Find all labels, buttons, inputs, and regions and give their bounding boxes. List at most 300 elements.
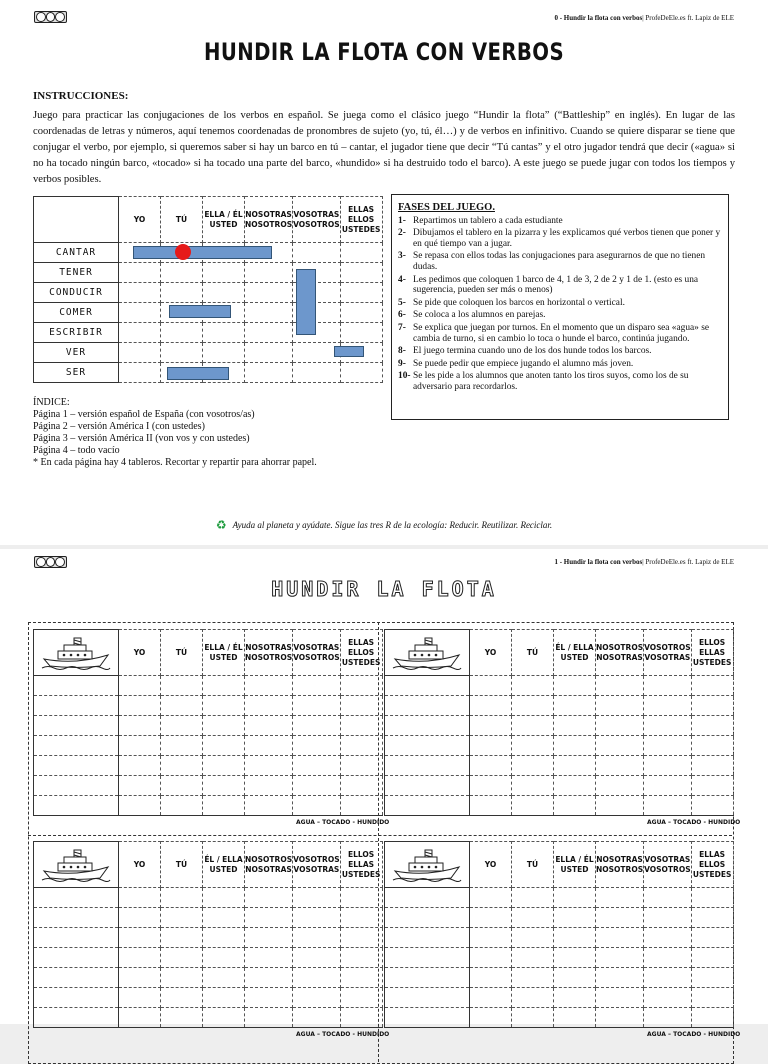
grid-cell xyxy=(203,343,245,363)
grid-cell xyxy=(161,968,203,988)
boat-cell xyxy=(34,630,119,676)
grid-cell xyxy=(119,776,161,796)
ship xyxy=(334,346,364,357)
grid-cell xyxy=(161,948,203,968)
phase-item xyxy=(398,359,723,370)
phase-item xyxy=(398,228,723,249)
board-legend: AGUA – TOCADO - HUNDIDO xyxy=(296,1031,390,1038)
pronoun-header: VOSOTROS VOSOTRAS xyxy=(644,630,692,676)
grid-cell xyxy=(644,928,692,948)
grid-cell xyxy=(644,908,692,928)
grid-cell xyxy=(203,323,245,343)
grid-cell xyxy=(644,1008,692,1028)
grid-cell xyxy=(644,756,692,776)
grid-cell xyxy=(340,796,382,816)
phase-number: 10- xyxy=(398,371,411,382)
blank-board xyxy=(384,841,734,1028)
grid-cell xyxy=(119,1008,161,1028)
grid-cell xyxy=(644,716,692,736)
pronoun-header: ELLA / ÉL USTED xyxy=(554,842,596,888)
phase-item xyxy=(398,251,723,272)
pronoun-header: NOSOTRAS NOSOTROS xyxy=(245,197,293,243)
verb-input-cell xyxy=(385,776,470,796)
verb-input-cell xyxy=(385,988,470,1008)
grid-cell xyxy=(554,928,596,948)
pronoun-header: NOSOTROS NOSOTRAS xyxy=(596,630,644,676)
grid-cell xyxy=(293,363,341,383)
grid-cell xyxy=(119,908,161,928)
grid-cell xyxy=(512,968,554,988)
grid-cell xyxy=(161,756,203,776)
header-title: 0 - Hundir la flota con verbos xyxy=(554,14,643,22)
grid-cell xyxy=(470,776,512,796)
grid-cell xyxy=(161,776,203,796)
grid-cell xyxy=(245,676,293,696)
grid-cell xyxy=(554,676,596,696)
boat-icon xyxy=(40,847,112,883)
grid-cell xyxy=(470,888,512,908)
grid-cell xyxy=(119,343,161,363)
grid-cell xyxy=(554,696,596,716)
grid-cell xyxy=(161,716,203,736)
grid-cell xyxy=(596,716,644,736)
verb-input-cell xyxy=(34,968,119,988)
pronoun-header: ELLOS ELLAS USTEDES xyxy=(691,630,733,676)
grid-cell xyxy=(340,263,382,283)
grid-cell xyxy=(691,1008,733,1028)
grid-cell xyxy=(293,1008,341,1028)
pronoun-header: NOSOTRAS NOSOTROS xyxy=(596,842,644,888)
verb-input-cell xyxy=(34,988,119,1008)
grid-cell xyxy=(119,323,161,343)
pronoun-header: ELLA / ÉL USTED xyxy=(203,197,245,243)
phase-item xyxy=(398,323,723,344)
pronoun-header: ELLAS ELLOS USTEDES xyxy=(340,630,382,676)
grid-cell xyxy=(691,716,733,736)
verb-input-cell xyxy=(34,676,119,696)
creative-commons-badge xyxy=(34,556,67,568)
grid-cell xyxy=(119,796,161,816)
grid-cell xyxy=(340,776,382,796)
cut-line-horizontal xyxy=(28,835,732,836)
phase-item xyxy=(398,216,723,227)
grid-cell xyxy=(293,243,341,263)
phases-list xyxy=(398,216,723,393)
grid-cell xyxy=(470,736,512,756)
grid-cell xyxy=(691,696,733,716)
phase-number: 5- xyxy=(398,297,406,308)
header-credits: | ProfeDeEle.es ft. Lapiz de ELE xyxy=(642,558,734,566)
grid-cell xyxy=(340,756,382,776)
grid-cell xyxy=(596,1008,644,1028)
verb-input-cell xyxy=(385,796,470,816)
grid-cell xyxy=(644,948,692,968)
grid-cell xyxy=(554,776,596,796)
grid-cell xyxy=(161,928,203,948)
ship xyxy=(133,246,272,259)
grid-cell xyxy=(245,948,293,968)
index-section xyxy=(33,397,317,469)
grid-cell xyxy=(119,948,161,968)
pronoun-header: ELLA / ÉL USTED xyxy=(203,630,245,676)
grid-cell xyxy=(293,928,341,948)
phase-number: 3- xyxy=(398,251,406,262)
grid-cell xyxy=(512,756,554,776)
grid-cell xyxy=(512,1008,554,1028)
grid-cell xyxy=(161,263,203,283)
grid-cell xyxy=(340,968,382,988)
boat-cell xyxy=(34,842,119,888)
grid-cell xyxy=(512,736,554,756)
page-header xyxy=(554,558,734,566)
phase-number: 7- xyxy=(398,322,406,333)
grid-cell xyxy=(161,988,203,1008)
grid-cell xyxy=(119,968,161,988)
boat-cell xyxy=(385,630,470,676)
pronoun-header: TÚ xyxy=(161,630,203,676)
verb-label: COMER xyxy=(34,303,119,323)
grid-cell xyxy=(512,716,554,736)
grid-cell xyxy=(245,263,293,283)
grid-cell xyxy=(340,948,382,968)
phase-text: Se pide que coloquen los barcos en horizontal o vertical. xyxy=(413,297,625,308)
board-legend: AGUA – TOCADO - HUNDIDO xyxy=(647,1031,741,1038)
verb-input-cell xyxy=(385,716,470,736)
ship xyxy=(169,305,231,318)
grid-cell xyxy=(340,1008,382,1028)
index-heading: ÍNDICE: xyxy=(33,397,70,408)
grid-cell xyxy=(161,676,203,696)
grid-cell xyxy=(644,988,692,1008)
grid-cell xyxy=(340,736,382,756)
grid-cell xyxy=(596,776,644,796)
grid-cell xyxy=(245,776,293,796)
grid-cell xyxy=(293,756,341,776)
shot-marker xyxy=(175,244,191,260)
grid-cell xyxy=(554,988,596,1008)
grid-cell xyxy=(512,928,554,948)
grid-cell xyxy=(340,243,382,263)
grid-cell xyxy=(293,968,341,988)
grid-cell xyxy=(512,696,554,716)
pronoun-header: VOSOTRAS VOSOTROS xyxy=(293,197,341,243)
grid-cell xyxy=(340,908,382,928)
grid-cell xyxy=(245,283,293,303)
grid-cell xyxy=(245,303,293,323)
grid-cell xyxy=(340,676,382,696)
grid-cell xyxy=(596,928,644,948)
grid-cell xyxy=(203,716,245,736)
phase-item xyxy=(398,346,723,357)
phase-number: 8- xyxy=(398,346,406,357)
verb-label: CONDUCIR xyxy=(34,283,119,303)
grid-cell xyxy=(596,756,644,776)
grid-cell xyxy=(293,716,341,736)
board-legend: AGUA – TOCADO - HUNDIDO xyxy=(647,819,741,826)
boat-icon xyxy=(391,635,463,671)
grid-cell xyxy=(512,796,554,816)
grid-cell xyxy=(245,888,293,908)
grid-cell xyxy=(245,323,293,343)
grid-cell xyxy=(340,363,382,383)
grid-cell xyxy=(470,676,512,696)
verb-input-cell xyxy=(385,928,470,948)
grid-cell xyxy=(293,343,341,363)
grid-cell xyxy=(470,948,512,968)
grid-cell xyxy=(293,908,341,928)
pronoun-header: ELLAS ELLOS USTEDES xyxy=(340,197,382,243)
grid-cell xyxy=(512,676,554,696)
verb-input-cell xyxy=(34,756,119,776)
page-title: HUNDIR LA FLOTA CON VERBOS xyxy=(203,38,565,66)
grid-cell xyxy=(245,796,293,816)
phase-text: Se repasa con ellos todas las conjugaciones para asegurarnos de que no tienen dudas. xyxy=(413,251,706,272)
grid-cell xyxy=(161,908,203,928)
phase-item xyxy=(398,298,723,309)
grid-cell xyxy=(119,696,161,716)
phase-number: 4- xyxy=(398,274,406,285)
phase-number: 9- xyxy=(398,358,406,369)
grid-cell xyxy=(245,696,293,716)
grid-cell xyxy=(470,716,512,736)
phase-item xyxy=(398,275,723,296)
blank-board xyxy=(33,629,383,816)
grid-cell xyxy=(512,988,554,1008)
grid-cell xyxy=(203,908,245,928)
boat-icon xyxy=(40,635,112,671)
grid-cell xyxy=(119,928,161,948)
phase-text: Se coloca a los alumnos en parejas. xyxy=(413,310,546,321)
page-title: HUNDIR LA FLOTA xyxy=(271,577,497,601)
grid-cell xyxy=(596,968,644,988)
grid-cell xyxy=(119,303,161,323)
grid-cell xyxy=(596,796,644,816)
grid-cell xyxy=(293,696,341,716)
page-header xyxy=(554,14,734,22)
grid-cell xyxy=(554,968,596,988)
verb-input-cell xyxy=(385,888,470,908)
grid-cell xyxy=(340,888,382,908)
grid-cell xyxy=(554,908,596,928)
grid-cell xyxy=(119,888,161,908)
phase-text: Repartimos un tablero a cada estudiante xyxy=(413,215,563,226)
verb-input-cell xyxy=(385,908,470,928)
grid-cell xyxy=(554,888,596,908)
grid-cell xyxy=(512,908,554,928)
pronoun-header: ELLOS ELLAS USTEDES xyxy=(340,842,382,888)
grid-cell xyxy=(644,676,692,696)
grid-cell xyxy=(691,796,733,816)
grid-cell xyxy=(691,776,733,796)
grid-cell xyxy=(245,988,293,1008)
grid-cell xyxy=(203,948,245,968)
grid-cell xyxy=(596,948,644,968)
grid-cell xyxy=(161,736,203,756)
footer-eco xyxy=(0,518,768,533)
grid-cell xyxy=(691,908,733,928)
grid-cell xyxy=(245,736,293,756)
grid-cell xyxy=(340,303,382,323)
grid-cell xyxy=(554,796,596,816)
blank-board xyxy=(384,629,734,816)
blank-board xyxy=(33,841,383,1028)
grid-cell xyxy=(691,888,733,908)
grid-cell xyxy=(691,756,733,776)
grid-cell xyxy=(203,888,245,908)
grid-cell xyxy=(340,696,382,716)
recycle-icon: ♻ xyxy=(215,518,227,532)
grid-cell xyxy=(691,948,733,968)
grid-cell xyxy=(293,888,341,908)
example-board xyxy=(33,196,383,383)
phase-number: 1- xyxy=(398,215,406,226)
grid-cell xyxy=(691,988,733,1008)
grid-cell xyxy=(691,676,733,696)
phase-number: 6- xyxy=(398,310,406,321)
grid-cell xyxy=(596,888,644,908)
phases-box xyxy=(391,194,729,420)
phase-text: Dibujamos el tablero en la pizarra y les explicamos qué verbos tienen que poner y en qué tiempo van a jugar. xyxy=(413,228,721,249)
pronoun-header: VOSOTROS VOSOTRAS xyxy=(293,842,341,888)
grid-cell xyxy=(596,696,644,716)
phase-item xyxy=(398,310,723,321)
grid-cell xyxy=(512,948,554,968)
grid-cell xyxy=(691,736,733,756)
verb-input-cell xyxy=(34,928,119,948)
grid-cell xyxy=(161,1008,203,1028)
pronoun-header: YO xyxy=(119,842,161,888)
index-lines xyxy=(33,409,317,469)
pronoun-header: ÉL / ELLA USTED xyxy=(203,842,245,888)
page-2 xyxy=(0,549,768,1038)
grid-cell xyxy=(596,988,644,1008)
grid-cell xyxy=(644,696,692,716)
grid-cell xyxy=(470,796,512,816)
grid-cell xyxy=(691,928,733,948)
phase-text: Se explica que juegan por turnos. En el momento que un disparo sea «agua» se cambia de turno, si en cambio lo toca o hunde el barco, continúa jugando. xyxy=(413,322,710,344)
verb-input-cell xyxy=(34,1008,119,1028)
index-line: Página 3 – versión América II (von vos y con ustedes) xyxy=(33,433,250,444)
index-line: Página 1 – versión español de España (con vosotros/as) xyxy=(33,409,255,420)
grid-cell xyxy=(203,756,245,776)
grid-cell xyxy=(161,796,203,816)
grid-cell xyxy=(554,1008,596,1028)
grid-cell xyxy=(203,676,245,696)
index-line: * En cada página hay 4 tableros. Recortar y repartir para ahorrar papel. xyxy=(33,457,317,468)
grid-cell xyxy=(119,283,161,303)
grid-cell xyxy=(119,676,161,696)
grid-cell xyxy=(340,988,382,1008)
grid-cell xyxy=(203,696,245,716)
pronoun-header: YO xyxy=(470,842,512,888)
creative-commons-badge xyxy=(34,11,67,23)
boat-cell xyxy=(385,842,470,888)
grid-cell xyxy=(245,756,293,776)
verb-label: CANTAR xyxy=(34,243,119,263)
grid-cell xyxy=(470,928,512,948)
grid-cell xyxy=(203,988,245,1008)
grid-cell xyxy=(554,716,596,736)
grid-cell xyxy=(470,908,512,928)
verb-input-cell xyxy=(385,736,470,756)
grid-cell xyxy=(470,756,512,776)
grid-cell xyxy=(245,716,293,736)
verb-input-cell xyxy=(34,776,119,796)
phase-text: Se les pide a los alumnos que anoten tanto los tiros suyos, como los de su adversario para recordarlos. xyxy=(413,371,689,392)
pronoun-header: VOSOTRAS VOSOTROS xyxy=(644,842,692,888)
grid-cell xyxy=(245,908,293,928)
grid-cell xyxy=(245,928,293,948)
grid-cell xyxy=(340,928,382,948)
verb-input-cell xyxy=(385,948,470,968)
phases-title: FASES DEL JUEGO. xyxy=(398,202,495,213)
pronoun-header: YO xyxy=(470,630,512,676)
pronoun-header: YO xyxy=(119,630,161,676)
grid-cell xyxy=(293,776,341,796)
grid-cell xyxy=(554,736,596,756)
verb-label: VER xyxy=(34,343,119,363)
pronoun-header: TÚ xyxy=(161,197,203,243)
grid-cell xyxy=(161,323,203,343)
grid-cell xyxy=(293,676,341,696)
grid-cell xyxy=(644,736,692,756)
verb-input-cell xyxy=(385,968,470,988)
grid-cell xyxy=(554,948,596,968)
grid-cell xyxy=(470,696,512,716)
grid-cell xyxy=(203,796,245,816)
index-line: Página 2 – versión América I (con ustedes) xyxy=(33,421,205,432)
instructions-text: Juego para practicar las conjugaciones de los verbos en español. Se juega como el clásico juego “Hundir la flota” (“Battleship” en inglés). En lugar de las coordenadas de letras y números, aquí tenemos coordenadas de pronombres de sujeto (yo, tú, él…) y de verbos en infinitivo. Cuando se quiere disparar se tiene que conjugar el verbo, por ejemplo, si queremos saber si hay un barco en tú – cantar, el jugador tiene que decir “Tú cantas” y el otro jugador tendrá que decir («agua» si no ha tocado ningún barco, «tocado» si ha tocado una parte del barco, «hundido» si ha destruido todo el barco). A este juego se puede jugar con todos los tiempos y verbos posibles. xyxy=(33,110,735,185)
grid-cell xyxy=(596,736,644,756)
grid-cell xyxy=(203,263,245,283)
grid-cell xyxy=(470,988,512,1008)
index-line: Página 4 – todo vacío xyxy=(33,445,120,456)
grid-cell xyxy=(203,968,245,988)
pronoun-header: ELLAS ELLOS USTEDES xyxy=(691,842,733,888)
verb-input-cell xyxy=(34,948,119,968)
header-title: 1 - Hundir la flota con verbos xyxy=(554,558,643,566)
grid-cell xyxy=(644,796,692,816)
grid-cell xyxy=(245,363,293,383)
grid-cell xyxy=(161,888,203,908)
phase-number: 2- xyxy=(398,228,406,239)
grid-cell xyxy=(203,736,245,756)
verb-label: ESCRIBIR xyxy=(34,323,119,343)
instructions-heading: INSTRUCCIONES: xyxy=(33,90,129,102)
grid-cell xyxy=(340,716,382,736)
grid-cell xyxy=(203,1008,245,1028)
phase-text: Les pedimos que coloquen 1 barco de 4, 1 de 3, 2 de 2 y 1 de 1. (esto es una sugerencia, pueden ser más o menos) xyxy=(413,274,699,296)
grid-cell xyxy=(644,968,692,988)
grid-cell xyxy=(245,1008,293,1028)
verb-label: TENER xyxy=(34,263,119,283)
grid-cell xyxy=(293,948,341,968)
grid-cell xyxy=(470,968,512,988)
grid-cell xyxy=(554,756,596,776)
verb-input-cell xyxy=(34,796,119,816)
grid-cell xyxy=(512,776,554,796)
grid-cell xyxy=(644,888,692,908)
pronoun-header: TÚ xyxy=(161,842,203,888)
pronoun-header: NOSOTRAS NOSOTROS xyxy=(245,630,293,676)
pronoun-header: TÚ xyxy=(512,842,554,888)
phase-text: El juego termina cuando uno de los dos hunde todos los barcos. xyxy=(413,346,652,357)
verb-input-cell xyxy=(34,908,119,928)
pronoun-header: ÉL / ELLA USTED xyxy=(554,630,596,676)
grid-cell xyxy=(203,283,245,303)
ship xyxy=(167,367,229,380)
verb-input-cell xyxy=(385,1008,470,1028)
